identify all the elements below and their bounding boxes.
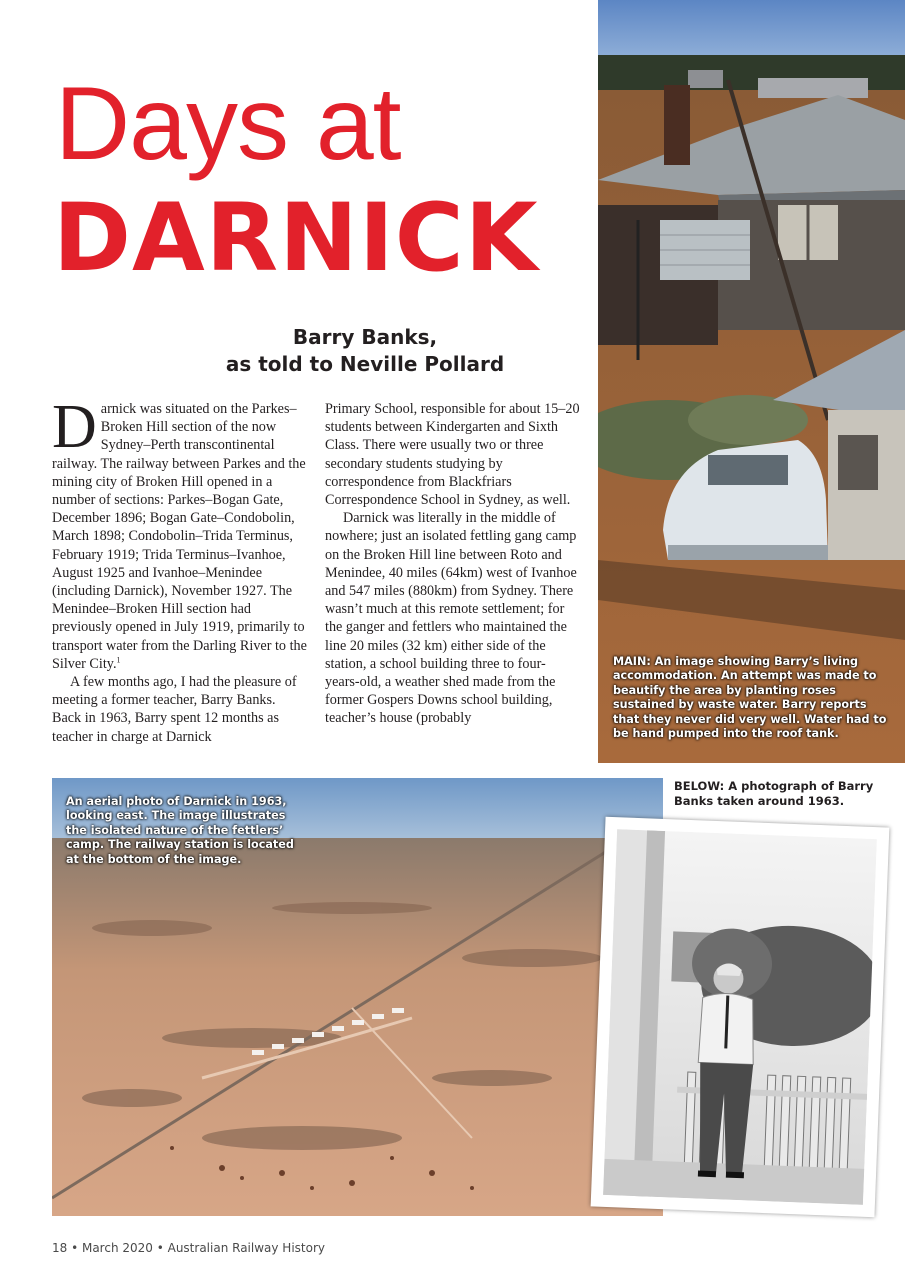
- article-column-1: [52, 393, 307, 746]
- aerial-photo-caption: An aerial photo of Darnick in 1963, looking east. The image illustrates the isolated nature of the fettlers’ camp. The railway station is located at the bottom of the image.: [66, 795, 294, 866]
- main-photo: [598, 0, 905, 763]
- page-footer: 18 • March 2020 • Australian Railway History: [52, 1241, 325, 1255]
- title-line-2: DARNICK: [53, 184, 539, 293]
- paragraph-1-text: arnick was situated on the Parkes–Broken Hill section of the now Sydney–Perth transcontinental railway. The railway between Parkes and the mining city of Broken Hill opened in a number of sections: Parkes–Bogan Gate, December 1896; Bogan Gate–Condobolin, March 1898; Condobolin–Trida Terminus, February 1919; Trida Terminus–Ivanhoe, August 1925 and Ivanhoe–Menindee (including Darnick), November 1927. The Menindee–Broken Hill section had previously opened in July 1919, primarily to transport water from the Darling River to the Silver City.: [52, 401, 307, 672]
- byline-teller: as told to Neville Pollard: [225, 352, 505, 376]
- main-photo-caption: MAIN: An image showing Barry’s living accommodation. An attempt was made to beautify the area by planting roses sustained by waste water. Barry reports that they never did very well. Water had to be hand pumped into the roof tank.: [613, 655, 887, 741]
- article-column-2: [325, 400, 580, 728]
- paragraph-2: A few months ago, I had the pleasure of meeting a former teacher, Barry Banks. Back in 1963, Barry spent 12 months as teacher in charge at Darnick: [52, 674, 297, 745]
- house-photo-illustration: [598, 0, 905, 763]
- barry-photo: [591, 817, 890, 1218]
- title-line-1: Days at: [55, 66, 401, 182]
- paragraph-1: [52, 393, 307, 673]
- paragraph-3: Primary School, responsible for about 15–20 students between Kindergarten and Sixth Class. There were usually two or three secondary students studying by correspondence from Blackfriars Correspondence School in Sydney, as well.: [325, 401, 580, 509]
- footnote-marker: 1: [116, 655, 121, 665]
- byline-author: Barry Banks,: [292, 325, 438, 349]
- drop-cap: D: [52, 393, 97, 461]
- barry-photo-illustration: [603, 829, 877, 1205]
- byline: [150, 324, 580, 378]
- paragraph-4: Darnick was literally in the middle of nowhere; just an isolated fettling gang camp on the Broken Hill line between Roto and Menindee, 40 miles (64km) west of Ivanhoe and 547 miles (880km) from Sydney. There wasn’t much at this remote settlement; for the ganger and fettlers who maintained the line 20 miles (32 km) either side of the station, a school building three to four-years-old, a weather shed made from the former Gospers Downs school building, teacher’s house (probably: [325, 510, 577, 727]
- barry-photo-caption: BELOW: A photograph of Barry Banks taken around 1963.: [674, 779, 874, 808]
